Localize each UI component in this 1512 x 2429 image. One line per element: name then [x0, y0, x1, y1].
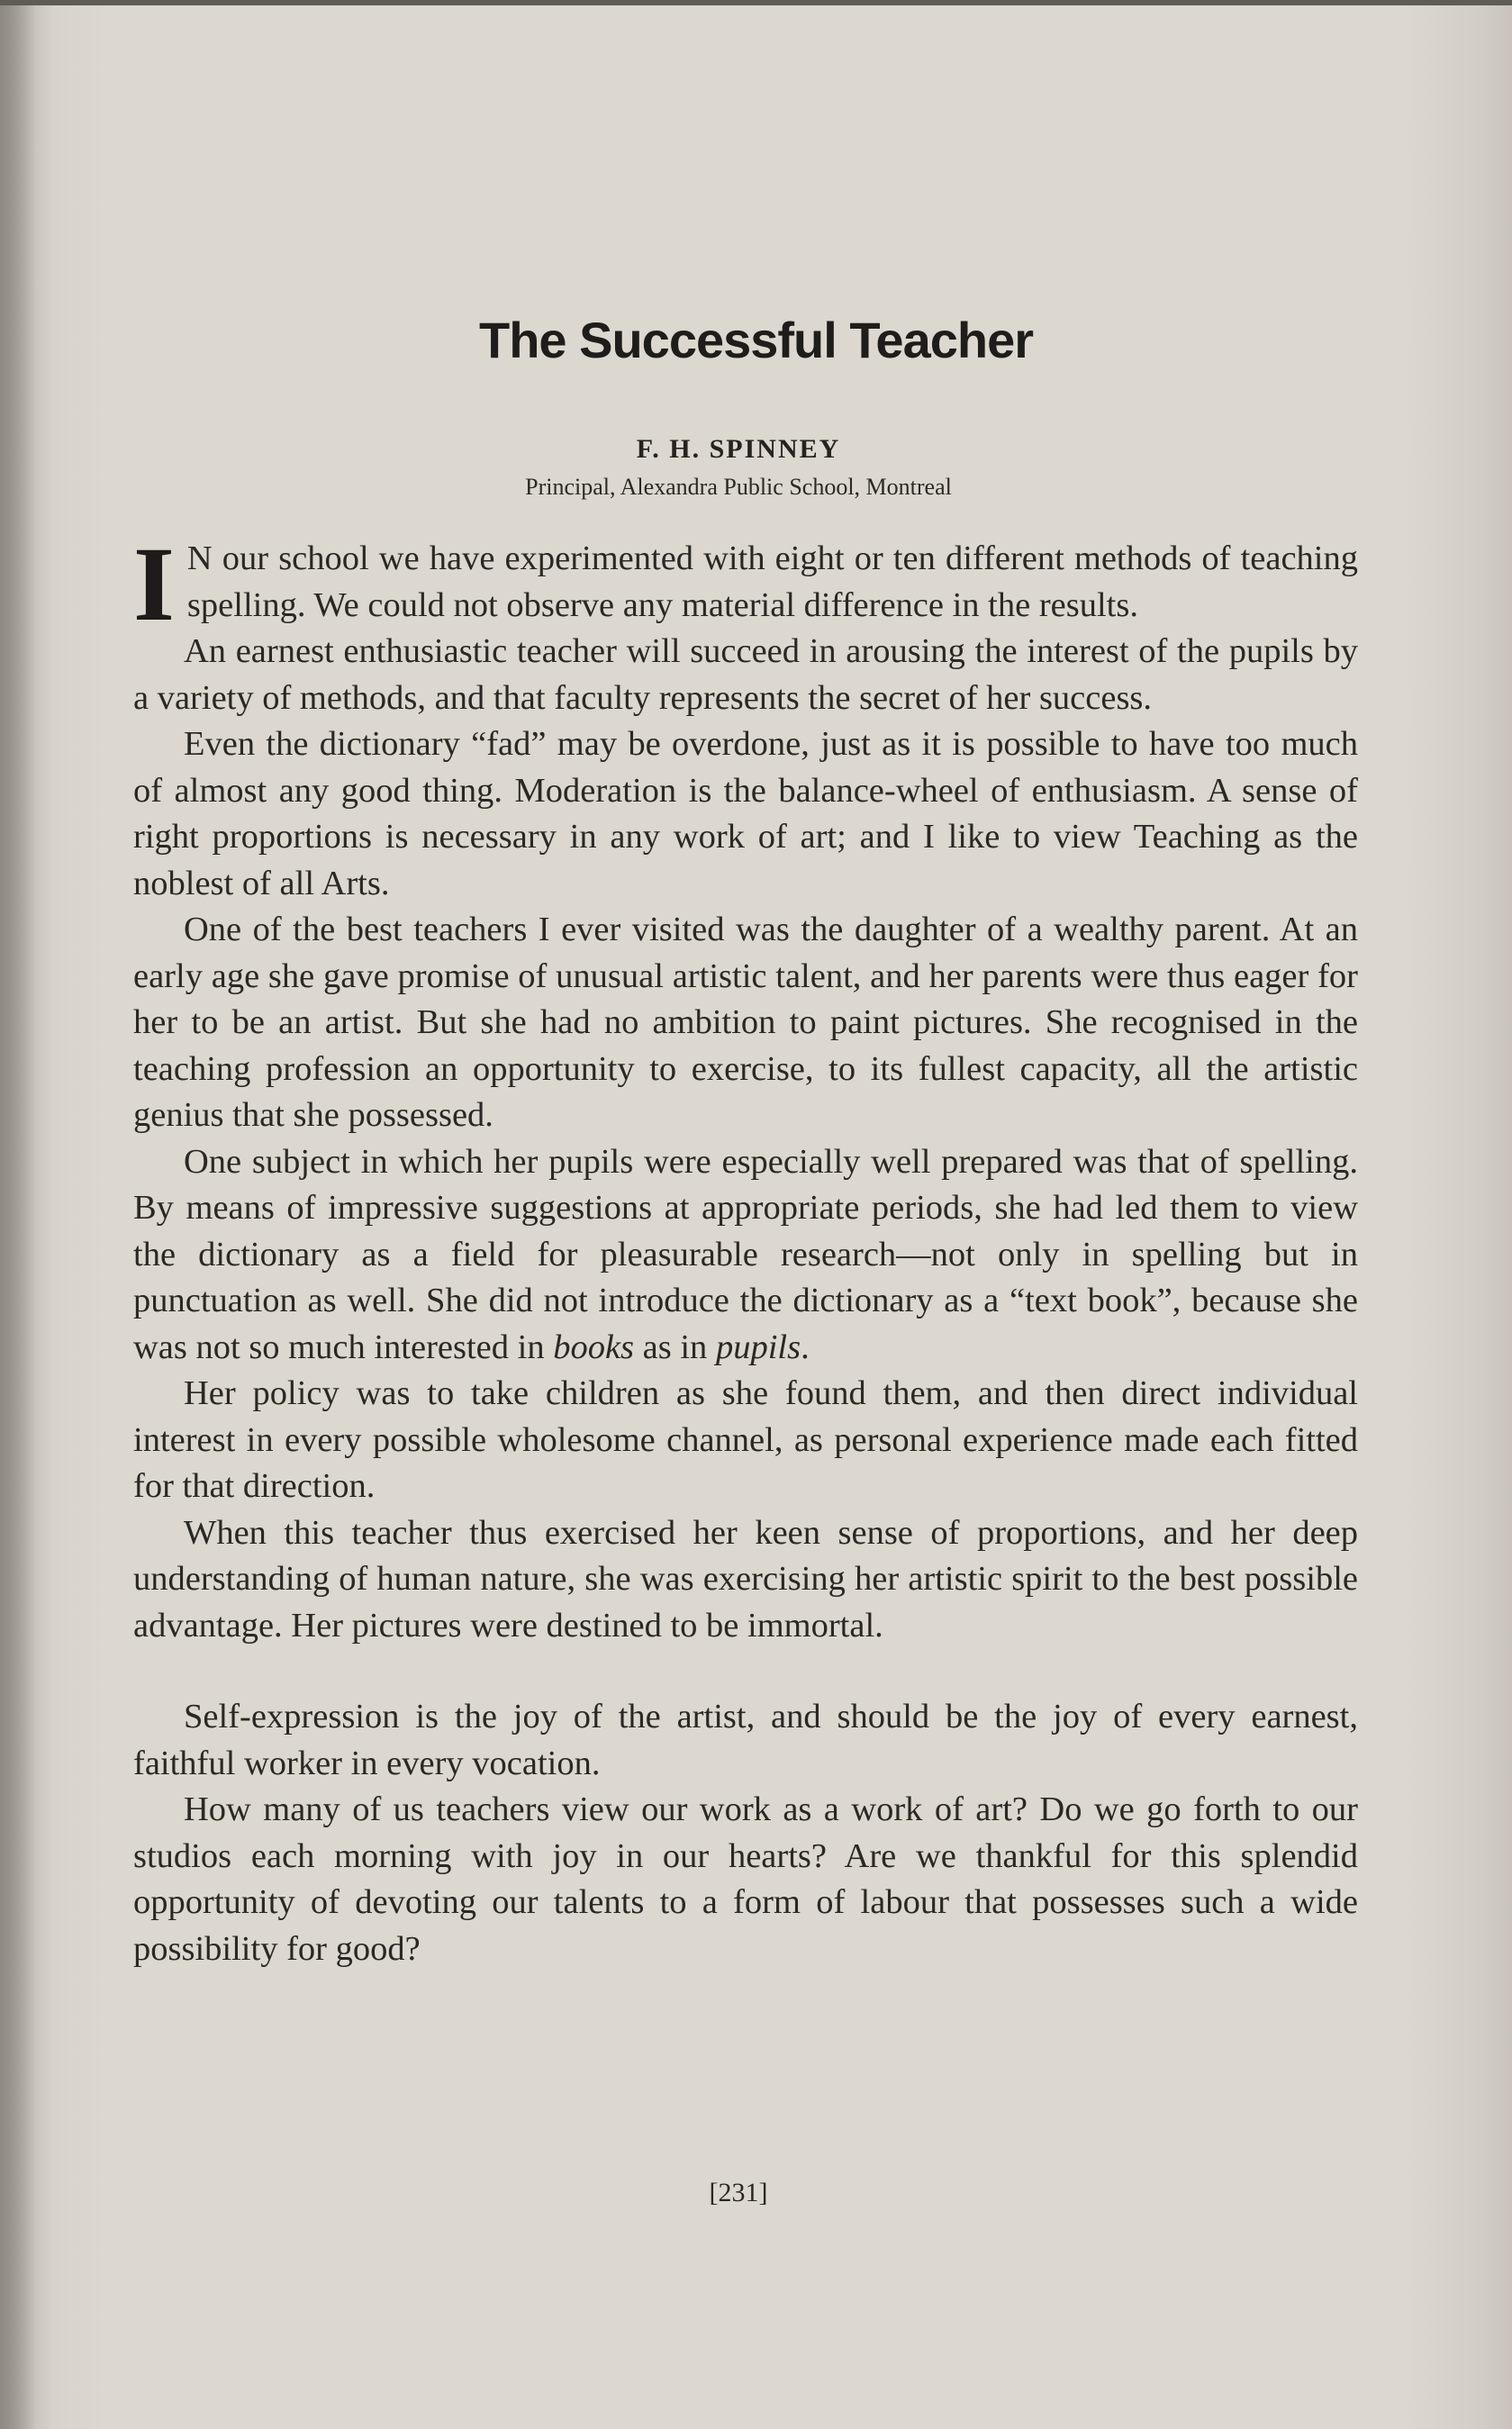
- paragraph-7: When this teacher thus exercised her keen sense of proportions, and her deep understanding of human nature, she was exercising her artistic spirit to the best possible advantage. Her pictures were destined to be immortal.: [133, 1513, 1358, 1645]
- paragraph-text: .: [801, 1328, 810, 1366]
- article-author: F. H. SPINNEY: [636, 434, 841, 464]
- paragraph-4: One of the best teachers I ever visited was the daughter of a wealthy parent. At an early age she gave promise of unusual artistic talent, and her parents were thus eager for her to be an artist. But she had no ambition to paint pictures. She recognised in the teaching profession an opportunity to exercise, to its fullest capacity, all the artistic genius that she possessed.: [133, 911, 1358, 1134]
- emphasis-pupils: pupils: [715, 1328, 801, 1366]
- article-title: The Successful Teacher: [479, 312, 1033, 368]
- article-body: [133, 525, 1358, 1972]
- author-affiliation: Principal, Alexandra Public School, Montreal: [525, 474, 952, 500]
- paragraph-6: Her policy was to take children as she found them, and then direct individual interest in every possible wholesome channel, as personal experience made each fitted for that direction.: [133, 1374, 1358, 1505]
- page-number: [231]: [709, 2178, 768, 2207]
- page-top-edge: [0, 0, 1512, 5]
- paragraph-3: Even the dictionary “fad” may be overdone, just as it is possible to have too much of almost any good thing. Moderation is the balance-wheel of enthusiasm. A sense of right proportions is necessary in any work of art; and I like to view Teaching as the noblest of all Arts.: [133, 725, 1358, 902]
- paragraph-text: One subject in which her pupils were especially well prepared was that of spelling. By means of impressive suggestions at appropriate periods, she had led them to view the dictionary as a field for pleasurable research—not only in spelling but in punctuation as well. She did not introduce the dictionary as a “text book”, because she was not so much interested in: [133, 1142, 1358, 1366]
- emphasis-books: books: [553, 1328, 635, 1366]
- paragraph-text: as in: [634, 1328, 716, 1366]
- paragraph-2: An earnest enthusiastic teacher will succeed in arousing the interest of the pupils by a variety of methods, and that faculty represents the secret of her success.: [133, 632, 1358, 717]
- paragraph-9: How many of us teachers view our work as a work of art? Do we go forth to our studios each morning with joy in our hearts? Are we thankful for this splendid opportunity of devoting our talents to a form of labour that possesses such a wide possibility for good?: [133, 1790, 1358, 1968]
- drop-cap: I: [133, 525, 175, 643]
- paragraph-text: N our school we have experimented with eight or ten different methods of teaching spelling. We could not observe any material difference in the results.: [186, 539, 1358, 624]
- paragraph-5: [133, 1139, 1358, 1372]
- paragraph-8: Self-expression is the joy of the artist, and should be the joy of every earnest, faithful worker in every vocation.: [133, 1698, 1358, 1782]
- paragraph-1: [133, 525, 1358, 643]
